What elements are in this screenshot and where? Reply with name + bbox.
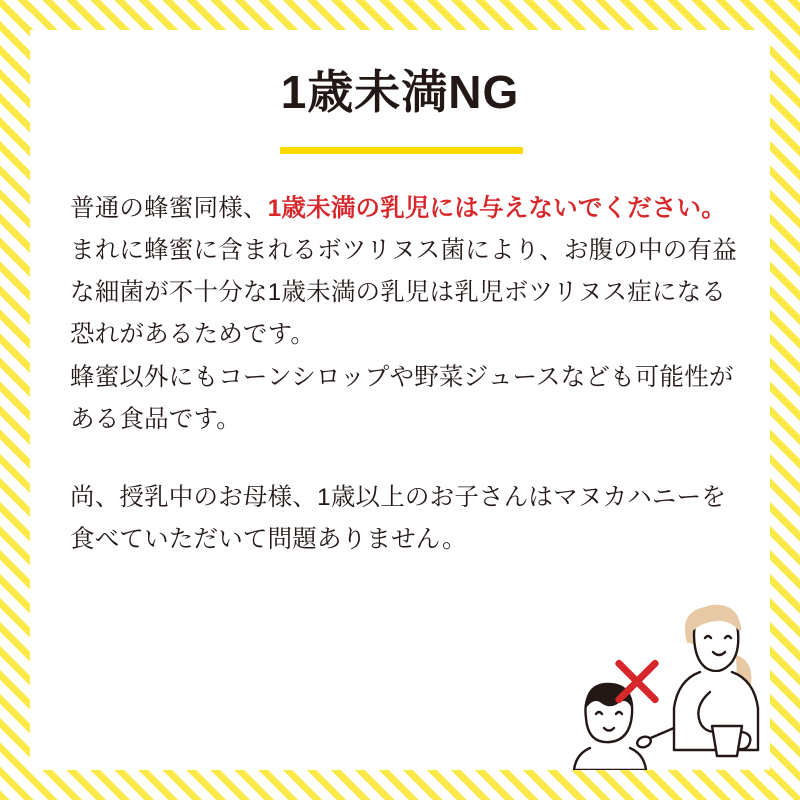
striped-border-right	[770, 0, 800, 800]
title-underline	[280, 147, 523, 154]
striped-border-left	[0, 0, 30, 800]
paragraph-lead	[70, 188, 738, 230]
paragraph-lead-emphasis: 1歳未満の乳児には与えないでください。	[267, 195, 727, 222]
striped-border-top	[0, 0, 800, 30]
paragraph-botulism: まれに蜂蜜に含まれるボツリヌス菌により、お腹の中の有益な細菌が不十分な1歳未満の乳児は乳児ボツリヌス症になる恐れがあるためです。	[70, 237, 737, 349]
paragraph-safe-groups: 尚、授乳中のお母様、1歳以上のお子さんはマヌカハニーを食べていただいて問題ありません。	[70, 483, 727, 553]
illustration-mother-and-baby	[560, 590, 770, 770]
page-title: 1歳未満NG	[280, 66, 520, 118]
content-area	[30, 30, 770, 770]
paragraph-spacer	[70, 441, 738, 477]
paragraph-other-foods: 蜂蜜以外にもコーンシロップや野菜ジュースなども可能性がある食品です。	[70, 363, 734, 433]
striped-border-bottom	[0, 770, 800, 800]
prohibition-cross-icon	[608, 652, 666, 710]
paragraph-lead-normal: 普通の蜂蜜同様、	[70, 195, 268, 222]
body-text	[70, 188, 738, 561]
